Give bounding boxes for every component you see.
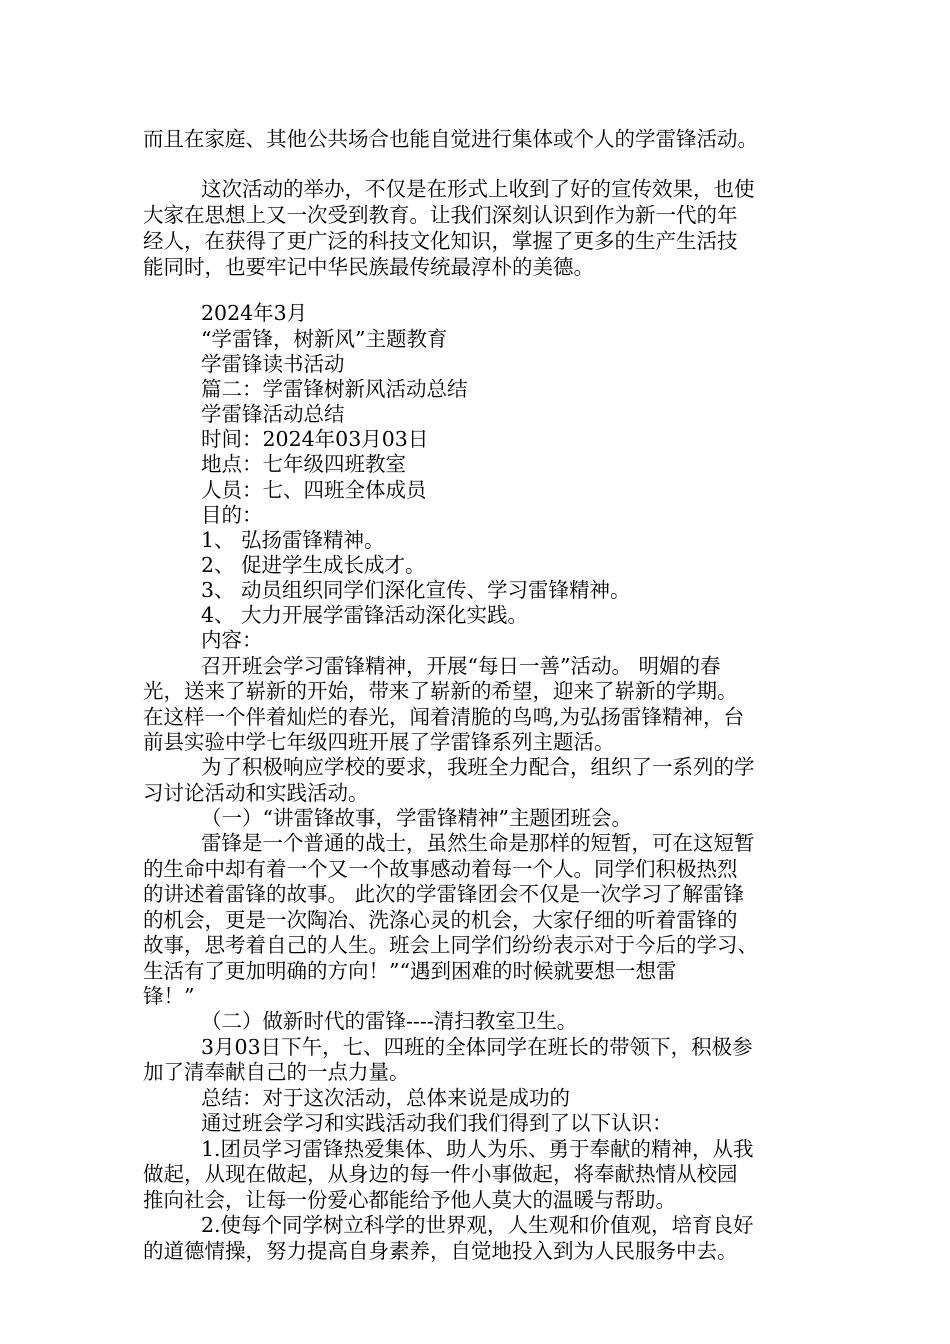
text-line: 的讲述着雷锋的故事。 此次的学雷锋团会不仅是一次学习了解雷锋 (143, 882, 745, 906)
text-line: 人员：七、四班全体成员 (201, 478, 427, 502)
text-line: 而且在家庭、其他公共场合也能自觉进行集体或个人的学雷锋活动。 (143, 127, 758, 151)
text-line: 锋！” (143, 984, 195, 1008)
text-line: 能同时，也要牢记中华民族最传统最淳朴的美德。 (143, 255, 594, 279)
text-line: 的生命中却有着一个又一个故事感动着每一个人。同学们积极热烈 (143, 857, 738, 881)
text-line: “学雷锋，树新风”主题教育 (201, 327, 448, 351)
text-line: 为了积极响应学校的要求，我班全力配合，组织了一系列的学 (201, 755, 755, 779)
text-line: 经人，在获得了更广泛的科技文化知识，掌握了更多的生产生活技 (143, 229, 738, 253)
text-line: 前县实验中学七年级四班开展了学雷锋系列主题活。 (143, 730, 615, 754)
text-line: 3、 动员组织同学们深化宣传、学习雷锋精神。 (201, 578, 631, 602)
text-line: 篇二：学雷锋树新风活动总结 (201, 377, 468, 401)
text-line: 通过班会学习和实践活动我们我们得到了以下认识： (201, 1111, 673, 1135)
text-line: 1.团员学习雷锋热爱集体、助人为乐、勇于奉献的精神，从我 (201, 1137, 754, 1161)
text-line: 2024年3月 (201, 301, 308, 325)
text-line: 3月03日下午，七、四班的全体同学在班长的带领下，积极参 (201, 1035, 753, 1059)
text-line: （一）“讲雷锋故事，学雷锋精神”主题团班会。 (201, 806, 632, 830)
text-line: 时间：2024年03月03日 (201, 427, 429, 451)
text-line: 推向社会，让每一份爱心都能给予他人莫大的温暖与帮助。 (143, 1188, 676, 1212)
text-line: 内容： (201, 628, 263, 652)
text-line: 学雷锋读书活动 (201, 352, 345, 376)
text-line: 4、 大力开展学雷锋活动深化实践。 (201, 603, 529, 627)
text-line: 加了清奉献自己的一点力量。 (143, 1060, 410, 1084)
text-line: 2.使每个同学树立科学的世界观，人生观和价值观，培育良好 (201, 1213, 754, 1237)
text-line: 1、 弘扬雷锋精神。 (201, 528, 385, 552)
text-line: 召开班会学习雷锋精神，开展“每日一善”活动。 明媚的春 (201, 654, 721, 678)
text-line: 在这样一个伴着灿烂的春光，闻着清脆的鸟鸣,为弘扬雷锋精神，台 (143, 705, 745, 729)
text-line: 故事，思考着自己的人生。班会上同学们纷纷表示对于今后的学习、 (143, 933, 758, 957)
text-line: 的机会，更是一次陶冶、洗涤心灵的机会，大家仔细的听着雷锋的 (143, 908, 738, 932)
text-line: 习讨论活动和实践活动。 (143, 781, 369, 805)
text-line: 的道德情操，努力提高自身素养，自觉地投入到为人民服务中去。 (143, 1239, 738, 1263)
text-line: 目的： (201, 503, 263, 527)
text-line: 生活有了更加明确的方向！”“遇到困难的时候就要想一想雷 (143, 959, 677, 983)
text-line: （二）做新时代的雷锋----清扫教室卫生。 (201, 1009, 578, 1033)
text-line: 总结：对于这次活动，总体来说是成功的 (201, 1086, 570, 1110)
text-line: 这次活动的举办，不仅是在形式上收到了好的宣传效果，也使 (201, 177, 755, 201)
text-line: 光，送来了崭新的开始，带来了崭新的希望，迎来了崭新的学期。 (143, 679, 738, 703)
text-line: 大家在思想上又一次受到教育。让我们深刻认识到作为新一代的年 (143, 203, 738, 227)
text-line: 2、 促进学生成长成才。 (201, 553, 426, 577)
text-line: 雷锋是一个普通的战士，虽然生命是那样的短暂，可在这短暂 (201, 831, 755, 855)
text-line: 学雷锋活动总结 (201, 402, 345, 426)
text-line: 做起，从现在做起，从身边的每一件小事做起，将奉献热情从校园 (143, 1162, 738, 1186)
text-line: 地点：七年级四班教室 (201, 452, 406, 476)
